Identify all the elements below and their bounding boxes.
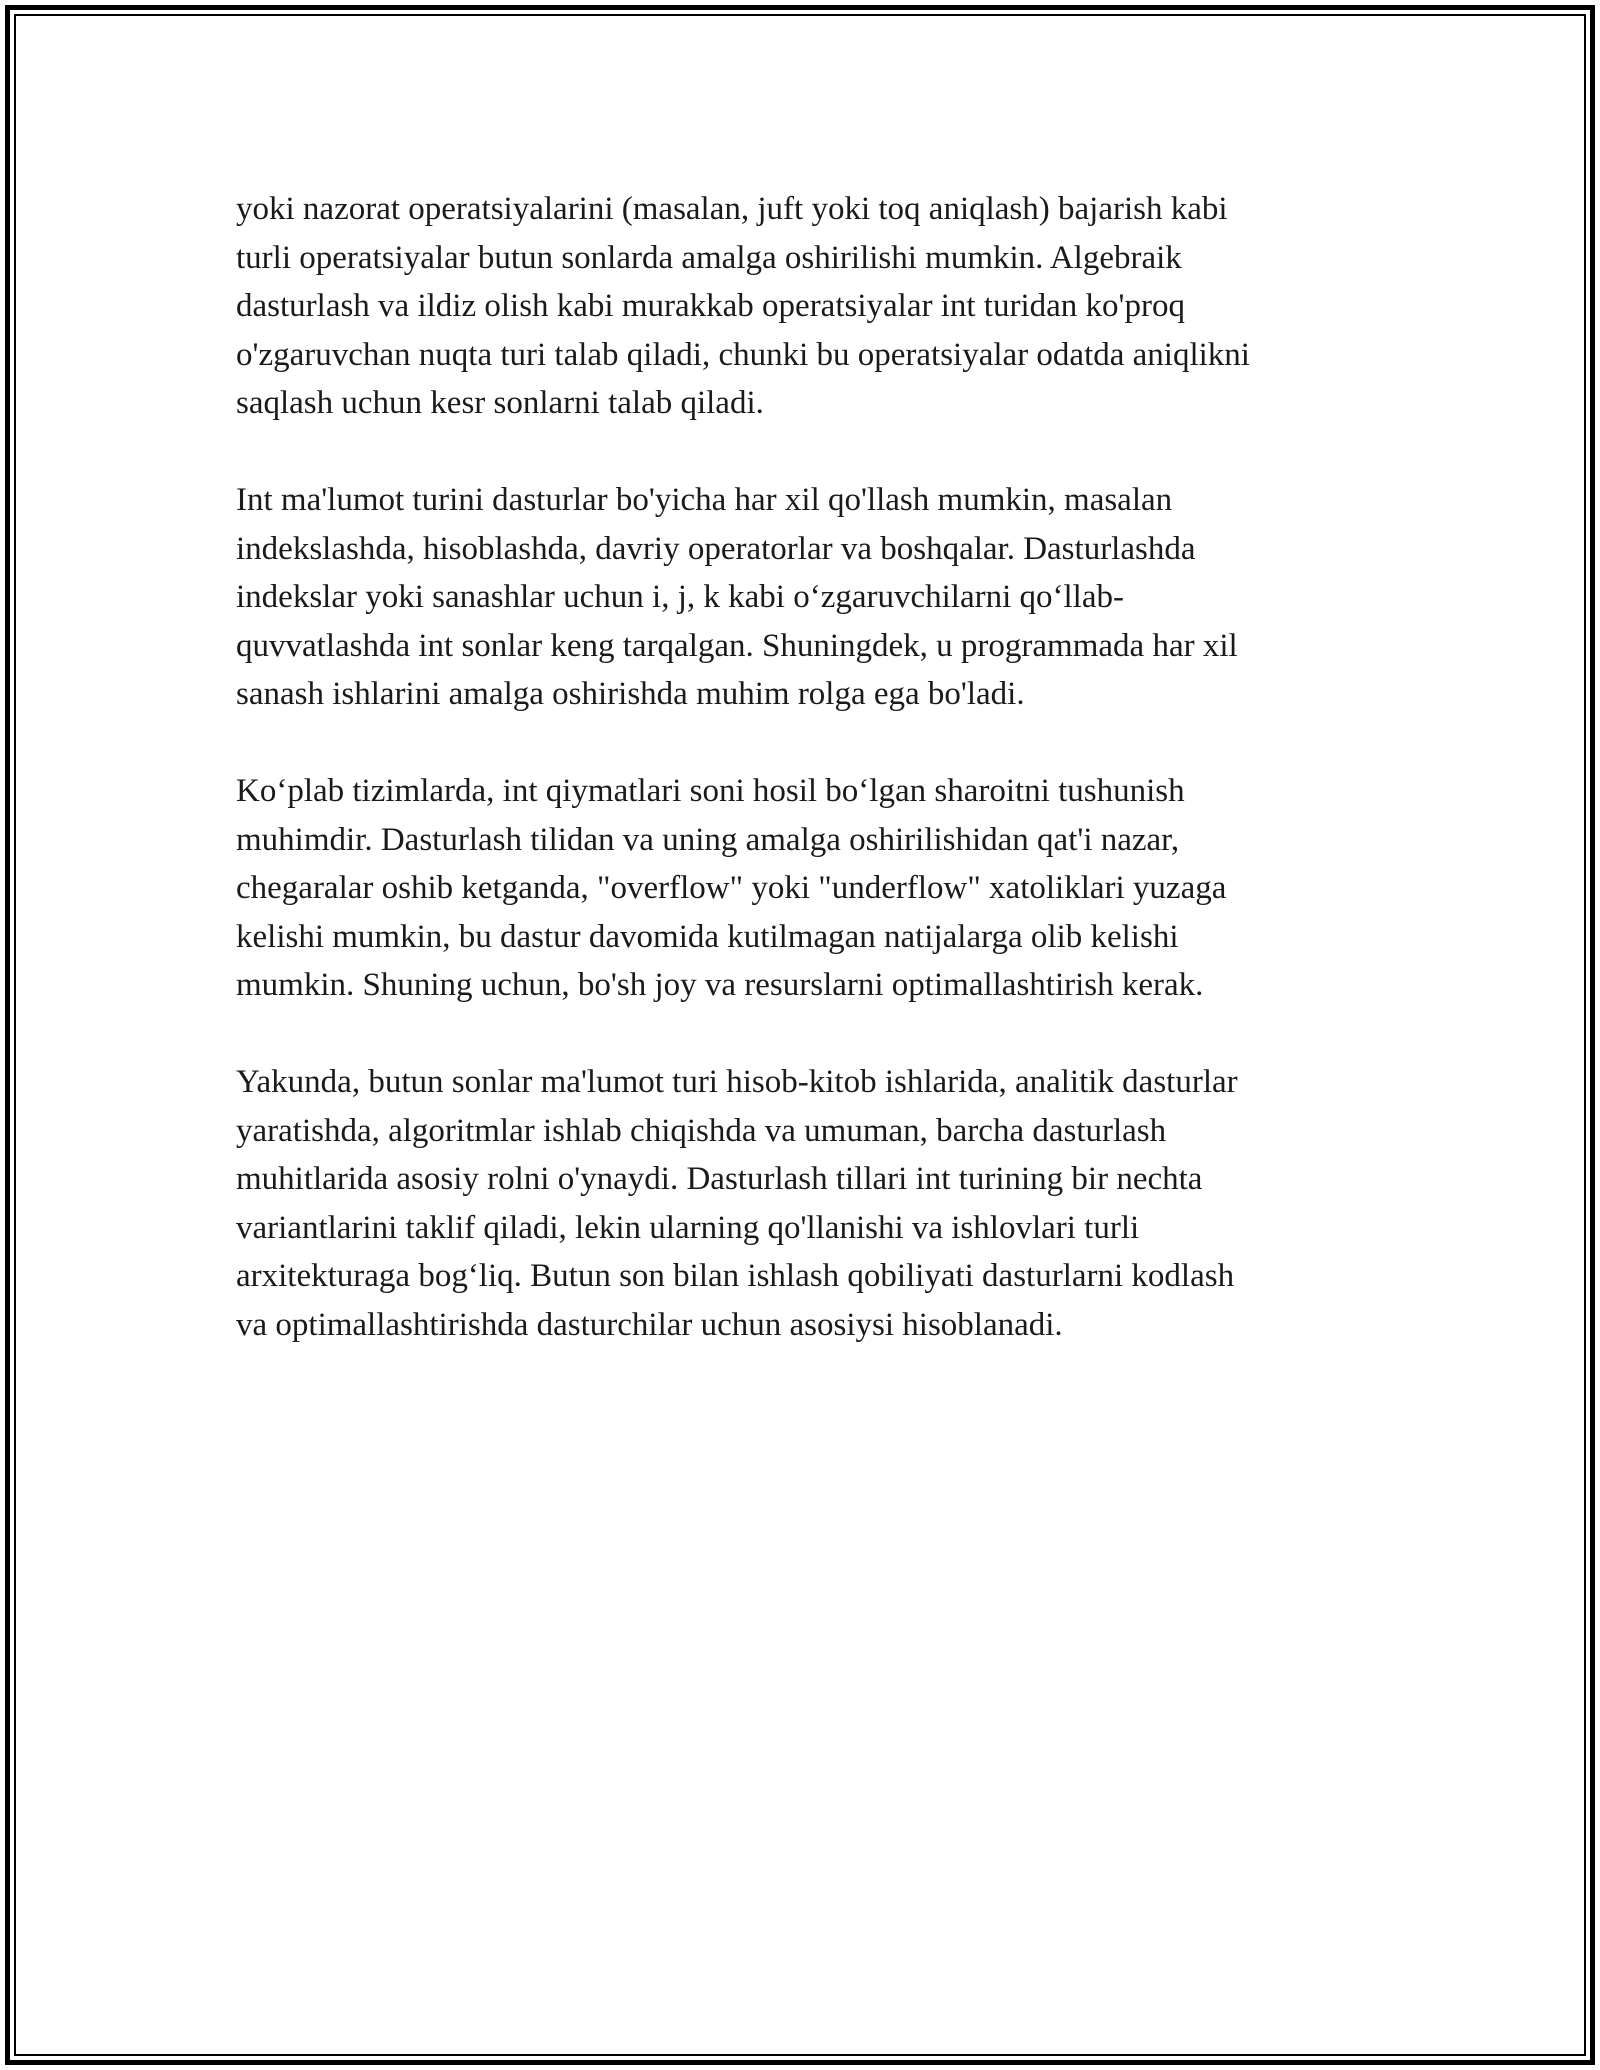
text-line: o'zgaruvchan nuqta turi talab qiladi, chunki bu operatsiyalar odatda aniqlikni bbox=[236, 336, 1250, 373]
text-line: Int ma'lumot turini dasturlar bo'yicha har xil qo'llash mumkin, masalan bbox=[236, 482, 1173, 518]
text-line: va optimallashtirishda dasturchilar uchun asosiysi hisoblanadi. bbox=[236, 1306, 1063, 1343]
text-line: variantlarini taklif qiladi, lekin ularning qo'llanishi va ishlovlari turli bbox=[236, 1209, 1140, 1246]
text-line: saqlash uchun kesr sonlarni talab qiladi. bbox=[236, 385, 764, 421]
text-line: sanash ishlarini amalga oshirishda muhim rolga ega bo'ladi. bbox=[236, 676, 1025, 712]
text-line: kelishi mumkin, bu dastur davomida kutilmagan natijalarga olib kelishi bbox=[236, 918, 1179, 955]
text-line: turli operatsiyalar butun sonlarda amalga oshirilishi mumkin. Algebraik bbox=[236, 239, 1182, 276]
text-line: yoki nazorat operatsiyalarini (masalan, juft yoki toq aniqlash) bajarish kabi bbox=[236, 191, 1228, 227]
text-line: chegaralar oshib ketganda, "overflow" yoki "underflow" xatoliklari yuzaga bbox=[236, 870, 1227, 906]
text-line: Yakunda, butun sonlar ma'lumot turi hisob-kitob ishlarida, analitik dasturlar bbox=[236, 1064, 1238, 1100]
paragraph-conclusion bbox=[236, 1058, 1376, 1349]
text-line: muhitlarida asosiy rolni o'ynaydi. Dasturlash tillari int turining bir nechta bbox=[236, 1161, 1203, 1197]
text-line: muhimdir. Dasturlash tilidan va uning amalga oshirilishidan qat'i nazar, bbox=[236, 821, 1180, 858]
text-line: mumkin. Shuning uchun, bo'sh joy va resurslarni optimallashtirish kerak. bbox=[236, 967, 1204, 1003]
paragraph-integer-operations bbox=[236, 185, 1376, 428]
text-line: indekslar yoki sanashlar uchun i, j, k kabi oʻzgaruvchilarni qoʻllab- bbox=[236, 579, 1124, 615]
text-line: dasturlash va ildiz olish kabi murakkab operatsiyalar int turidan ko'proq bbox=[236, 288, 1185, 324]
text-line: Koʻplab tizimlarda, int qiymatlari soni hosil boʻlgan sharoitni tushunish bbox=[236, 773, 1185, 809]
paragraph-overflow bbox=[236, 767, 1376, 1010]
paragraph-int-usage bbox=[236, 476, 1376, 719]
text-line: arxitekturaga bogʻliq. Butun son bilan ishlash qobiliyati dasturlarni kodlash bbox=[236, 1258, 1235, 1294]
text-line: indekslashda, hisoblashda, davriy operatorlar va boshqalar. Dasturlashda bbox=[236, 530, 1196, 567]
text-line: quvvatlashda int sonlar keng tarqalgan. Shuningdek, u programmada har xil bbox=[236, 627, 1238, 664]
document-body bbox=[236, 185, 1376, 1398]
text-line: yaratishda, algoritmlar ishlab chiqishda va umuman, barcha dasturlash bbox=[236, 1112, 1167, 1149]
